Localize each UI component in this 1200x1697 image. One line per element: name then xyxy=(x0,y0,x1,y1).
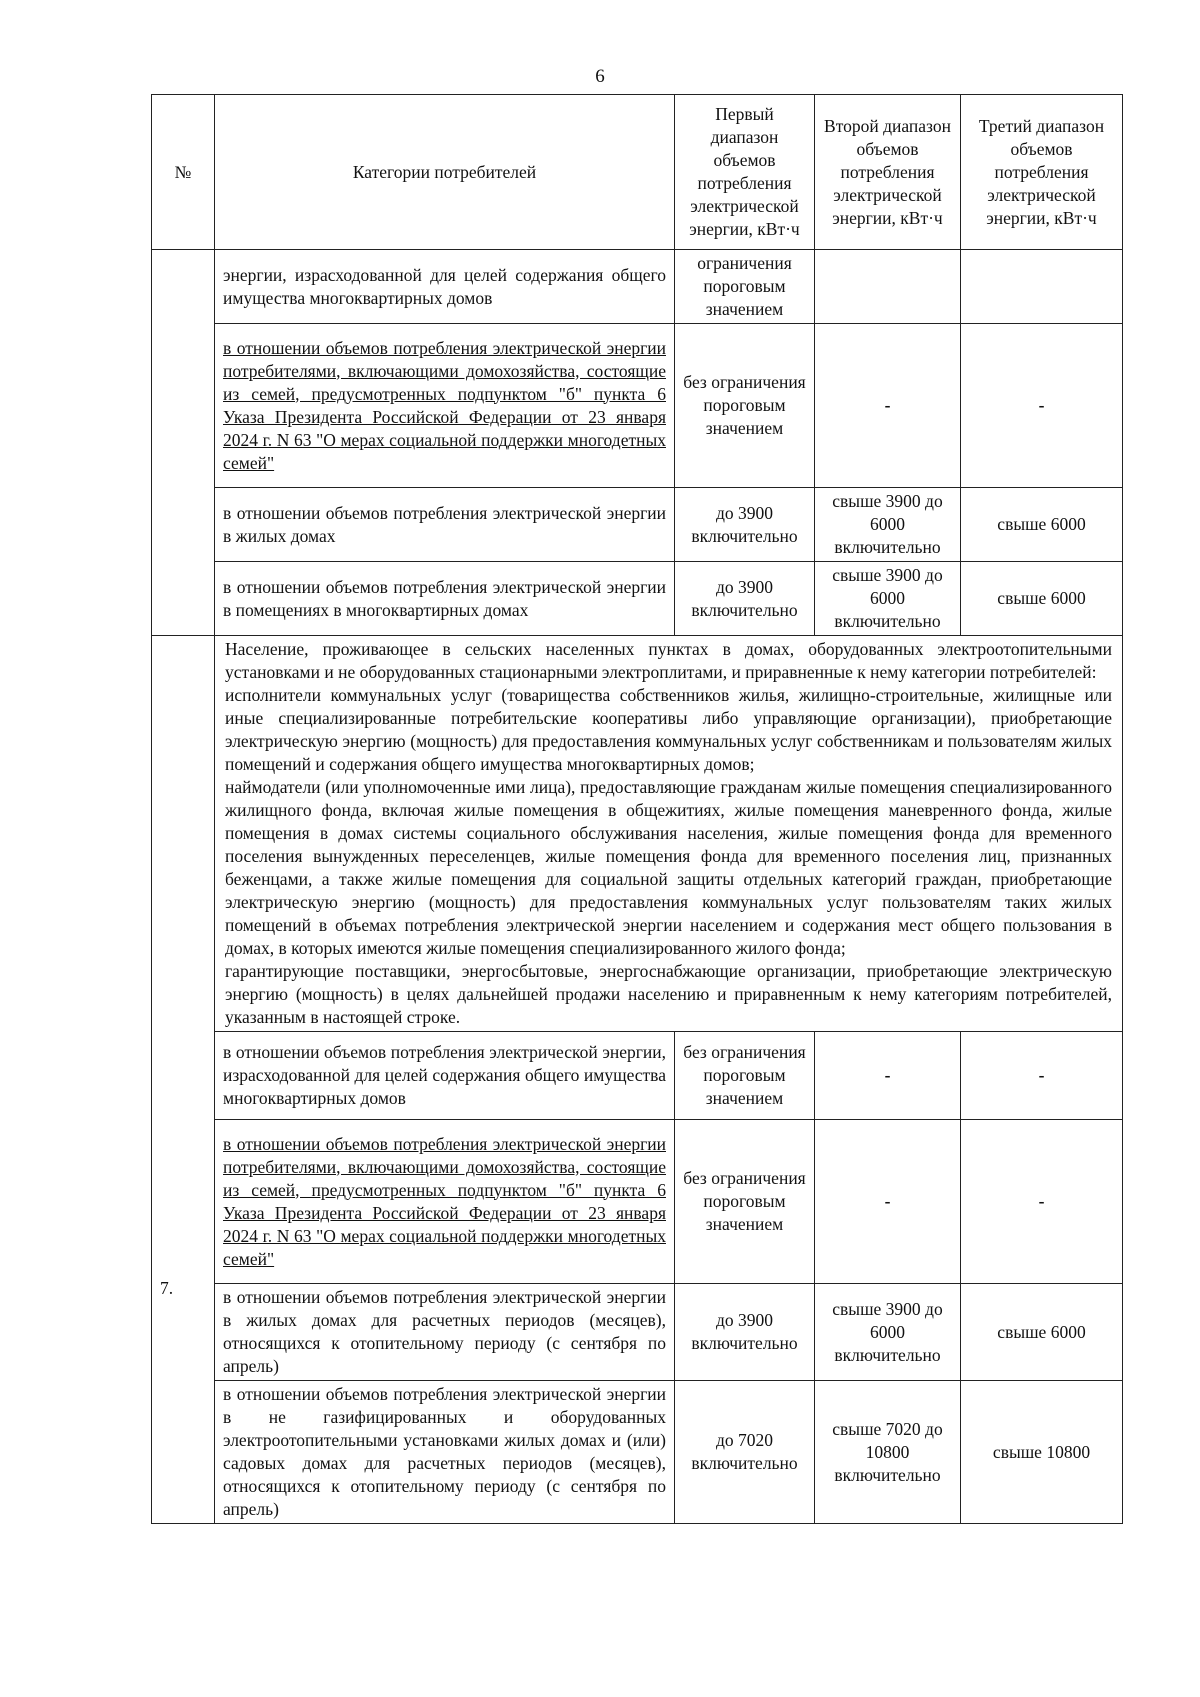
table-row xyxy=(152,636,1123,1032)
row-range1: без ограничения пороговым значением xyxy=(675,1032,815,1120)
row-range2: - xyxy=(815,1120,961,1284)
row-range1: ограничения пороговым значением xyxy=(675,250,815,324)
header-num: № xyxy=(152,95,215,250)
header-range3: Третий диапазон объемов потребления электрической энергии, кВт·ч xyxy=(961,95,1123,250)
row-range2: свыше 7020 до 10800 включительно xyxy=(815,1381,961,1524)
row-range3 xyxy=(961,250,1123,324)
row7-paragraph: гарантирующие поставщики, энергосбытовые, энергоснабжающие организации, приобретающие электрическую энергию (мощность) в целях дальнейшей продажи населению и приравненным к нему категориям потребителей, указанным в настоящей строке. xyxy=(225,961,1112,1027)
row-range2: - xyxy=(815,324,961,488)
row-range1: до 7020 включительно xyxy=(675,1381,815,1524)
row-range3: свыше 6000 xyxy=(961,1284,1123,1381)
row-range3: - xyxy=(961,1120,1123,1284)
row-range1: до 3900 включительно xyxy=(675,562,815,636)
row7-paragraph: Население, проживающее в сельских населенных пунктах в домах, оборудованных электроотопительными установками и не оборудованных стационарными электроплитами, и приравненные к нему категории потребителей: xyxy=(225,639,1112,682)
row-category: в отношении объемов потребления электрической энергии потребителями, включающими домохозяйства, состоящие из семей, предусмотренных подпунктом "б" пункта 6 Указа Президента Российской Федерации от 23 января 2024 г. N 63 "О мерах социальной поддержки многодетных семей" xyxy=(215,1120,675,1284)
row-category: в отношении объемов потребления электрической энергии потребителями, включающими домохозяйства, состоящие из семей, предусмотренных подпунктом "б" пункта 6 Указа Президента Российской Федерации от 23 января 2024 г. N 63 "О мерах социальной поддержки многодетных семей" xyxy=(215,324,675,488)
row-category: в отношении объемов потребления электрической энергии в не газифицированных и оборудованных электроотопительными установками жилых домах и (или) садовых домах для расчетных периодов (месяцев), относящихся к отопительному периоду (с сентября по апрель) xyxy=(215,1381,675,1524)
row-range2: свыше 3900 до 6000 включительно xyxy=(815,1284,961,1381)
row-range3: свыше 6000 xyxy=(961,562,1123,636)
page-number: 6 xyxy=(595,66,605,87)
row-range1: до 3900 включительно xyxy=(675,488,815,562)
row-number: 7. xyxy=(152,636,215,1524)
table-row xyxy=(152,1284,1123,1381)
row-range3: свыше 10800 xyxy=(961,1381,1123,1524)
row-range3: - xyxy=(961,324,1123,488)
table-row xyxy=(152,562,1123,636)
row-range3: свыше 6000 xyxy=(961,488,1123,562)
table-header-row xyxy=(152,95,1123,250)
row-category: в отношении объемов потребления электрической энергии в жилых домах xyxy=(215,488,675,562)
table-row xyxy=(152,488,1123,562)
row-range2: - xyxy=(815,1032,961,1120)
row-category: энергии, израсходованной для целей содержания общего имущества многоквартирных домов xyxy=(215,250,675,324)
row7-description xyxy=(215,636,1123,1032)
header-category: Категории потребителей xyxy=(215,95,675,250)
table-row xyxy=(152,1032,1123,1120)
table-row xyxy=(152,1120,1123,1284)
row7-paragraph: исполнители коммунальных услуг (товарищества собственников жилья, жилищно-строительные, жилищные или иные специализированные потребительские кооперативы либо управляющие организации), приобретающие электрическую энергию (мощность) для предоставления коммунальных услуг собственникам и пользователям жилых помещений и содержания общего имущества многоквартирных домов; xyxy=(225,685,1112,774)
row-range1: до 3900 включительно xyxy=(675,1284,815,1381)
row-category: в отношении объемов потребления электрической энергии в жилых домах для расчетных периодов (месяцев), относящихся к отопительному периоду (с сентября по апрель) xyxy=(215,1284,675,1381)
row-range3: - xyxy=(961,1032,1123,1120)
table-row xyxy=(152,1381,1123,1524)
row-range1: без ограничения пороговым значением xyxy=(675,324,815,488)
tariff-table xyxy=(151,94,1123,1524)
row-num-empty xyxy=(152,250,215,636)
header-range2: Второй диапазон объемов потребления электрической энергии, кВт·ч xyxy=(815,95,961,250)
row-range2: свыше 3900 до 6000 включительно xyxy=(815,562,961,636)
row7-paragraph: наймодатели (или уполномоченные ими лица), предоставляющие гражданам жилые помещения специализированного жилищного фонда, включая жилые помещения в общежитиях, жилые помещения маневренного фонда, жилые помещения в домах системы социального обслуживания населения, жилые помещения фонда для временного поселения вынужденных переселенцев, жилые помещения фонда для временного поселения лиц, признанных беженцами, а также жилые помещения для социальной защиты отдельных категорий граждан, приобретающие электрическую энергию (мощность) для предоставления коммунальных услуг пользователям таких жилых помещений в объемах потребления электрической энергии населением и содержания мест общего пользования в домах, в которых имеются жилые помещения специализированного жилого фонда; xyxy=(225,777,1112,958)
row-category: в отношении объемов потребления электрической энергии, израсходованной для целей содержания общего имущества многоквартирных домов xyxy=(215,1032,675,1120)
row-range2: свыше 3900 до 6000 включительно xyxy=(815,488,961,562)
table-row xyxy=(152,324,1123,488)
row-range2 xyxy=(815,250,961,324)
row-category: в отношении объемов потребления электрической энергии в помещениях в многоквартирных домах xyxy=(215,562,675,636)
row-range1: без ограничения пороговым значением xyxy=(675,1120,815,1284)
table-row xyxy=(152,250,1123,324)
header-range1: Первый диапазон объемов потребления электрической энергии, кВт·ч xyxy=(675,95,815,250)
